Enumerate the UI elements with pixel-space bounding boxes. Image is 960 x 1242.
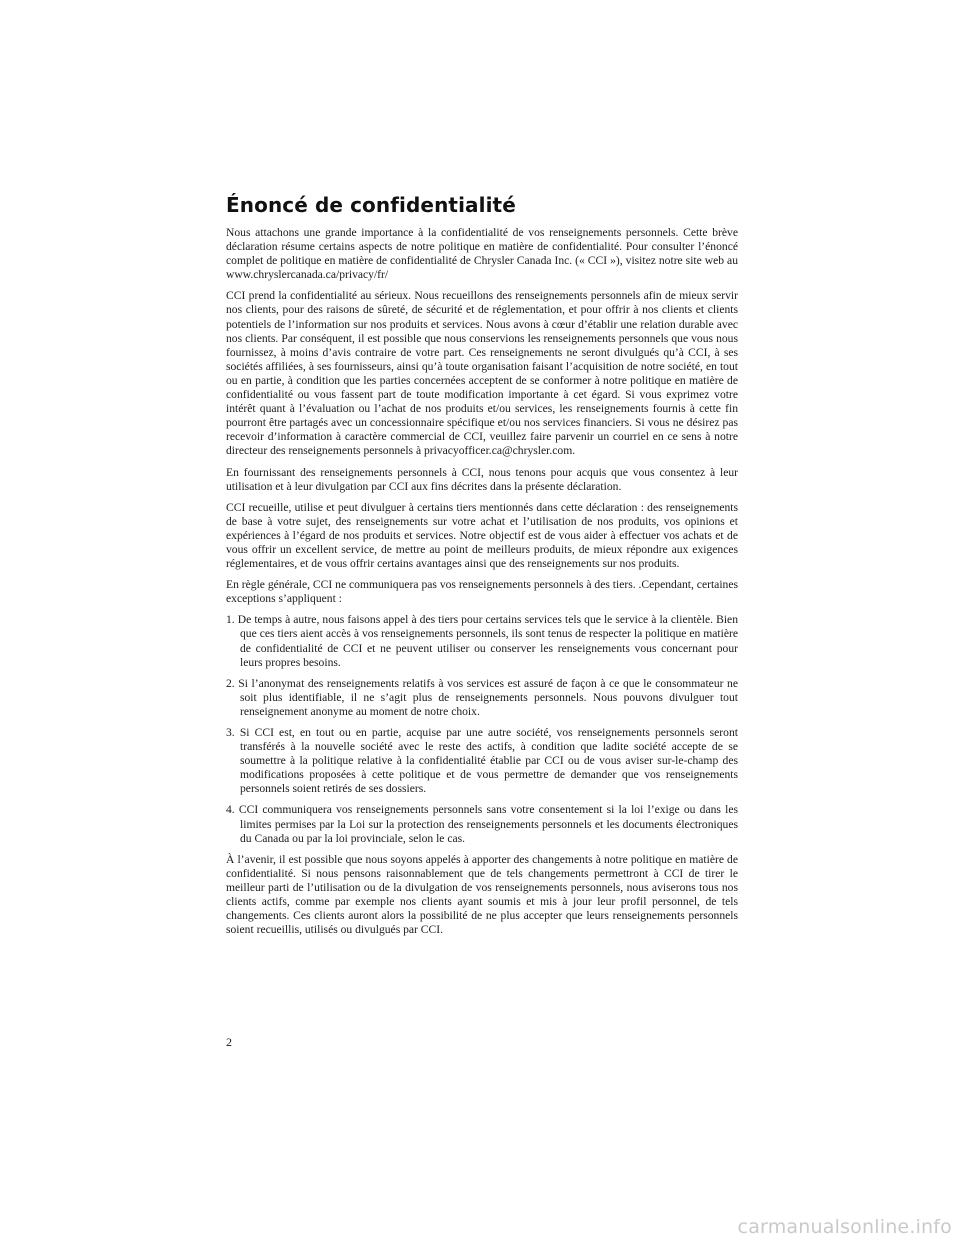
paragraph-collection: CCI prend la confidentialité au sérieux. Nous recueillons des renseignements personnels afin de mieux servir nos clients, pour des raisons de sûreté, de sécurité et de réglementation, et pour offrir à nos clients et clients potentiels de l’information sur nos produits et services. Nous avons à cœur d’établir une relation durable avec nos clients. Par conséquent, il est possible que nous conservions les renseignements personnels que vous nous fournissez, à moins d’avis contraire de votre part. Ces renseignements ne seront divulgués qu’à CCI, à ses sociétés affiliées, à ses fournisseurs, ainsi qu’à toute organisation faisant l’acquisition de notre société, en tout ou en partie, à condition que les parties concernées acceptent de se conformer à notre politique en matière de confidentialité ou vous fassent part de toute modification importante à cet égard. Si vous exprimez votre intérêt quant à l’évaluation ou l’achat de nos produits et/ou services, les renseignements fournis à cette fin pourront être partagés avec un concessionnaire spécifique et/ou nos services financiers. Si vous ne désirez pas recevoir d’information à caractère commercial de CCI, veuillez faire parvenir un courriel en ce sens à notre directeur des renseignements personnels à privacyofficer.ca@chrysler.com. — [226, 289, 738, 458]
document-body — [226, 192, 738, 944]
exceptions-list — [226, 613, 738, 845]
paragraph-exceptions: En règle générale, CCI ne communiquera pas vos renseignements personnels à des tiers. .Cependant, certaines exceptions s’appliquent : — [226, 578, 738, 606]
list-item: 2. Si l’anonymat des renseignements relatifs à vos services est assuré de façon à ce que le consommateur ne soit plus identifiable, il ne s’agit plus de renseignements personnels. Nous pouvons divulguer tout renseignement anonyme au moment de notre choix. — [226, 676, 738, 718]
watermark-text: carmanualsonline.info — [737, 1216, 952, 1238]
page-number: 2 — [226, 1035, 232, 1049]
paragraph-intro: Nous attachons une grande importance à la confidentialité de vos renseignements personnels. Cette brève déclaration résume certains aspects de notre politique en matière de confidentialité. Pour consulter l’énoncé complet de politique en matière de confidentialité de Chrysler Canada Inc. (« CCI »), visitez notre site web au www.chryslercanada.ca/privacy/fr/ — [226, 226, 738, 282]
list-item: 3. Si CCI est, en tout ou en partie, acquise par une autre société, vos renseignements personnels seront transférés à la nouvelle société avec le reste des actifs, à condition que ladite société accepte de se soumettre à la politique relative à la confidentialité établie par CCI ou de vous aviser sur-le-champ des modifications proposées à cette politique et de vous permettre de demander que vos renseignements personnels soient retirés de ses dossiers. — [226, 726, 738, 796]
paragraph-use: CCI recueille, utilise et peut divulguer à certains tiers mentionnés dans cette déclaration : des renseignements de base à votre sujet, des renseignements sur votre achat et l’utilisation de nos produits, vos opinions et expériences à l’égard de nos produits et services. Notre objectif est de vous aider à effectuer vos achats et de vous offrir un excellent service, de mettre au point de meilleurs produits, de mieux répondre aux exigences réglementaires, et de vous offrir certains avantages ainsi que des renseignements sur nos produits. — [226, 500, 738, 571]
list-item: 1. De temps à autre, nous faisons appel à des tiers pour certains services tels que le service à la clientèle. Bien que ces tiers aient accès à vos renseignements personnels, ils sont tenus de respecter la politique en matière de confidentialité de CCI et ne peuvent utiliser ou conserver les renseignements vous concernant pour leurs propres besoins. — [226, 613, 738, 669]
paragraph-consent: En fournissant des renseignements personnels à CCI, nous tenons pour acquis que vous consentez à leur utilisation et à leur divulgation par CCI aux fins décrites dans la présente déclaration. — [226, 465, 738, 493]
list-item: 4. CCI communiquera vos renseignements personnels sans votre consentement si la loi l’exige ou dans les limites permises par la Loi sur la protection des renseignements personnels et les documents électroniques du Canada ou par la loi provinciale, selon le cas. — [226, 803, 738, 845]
paragraph-future-changes: À l’avenir, il est possible que nous soyons appelés à apporter des changements à notre politique en matière de confidentialité. Si nous pensons raisonnablement que de tels changements permettront à CCI de tirer le meilleur parti de l’utilisation ou de la divulgation de vos renseignements personnels, nous aviserons tous nos clients actifs, comme par exemple nos clients ayant soumis et mis à jour leur profil personnel, de tels changements. Ces clients auront alors la possibilité de ne plus accepter que leurs renseignements personnels soient recueillis, utilisés ou divulgués par CCI. — [226, 852, 738, 937]
page-title: Énoncé de confidentialité — [226, 193, 516, 217]
